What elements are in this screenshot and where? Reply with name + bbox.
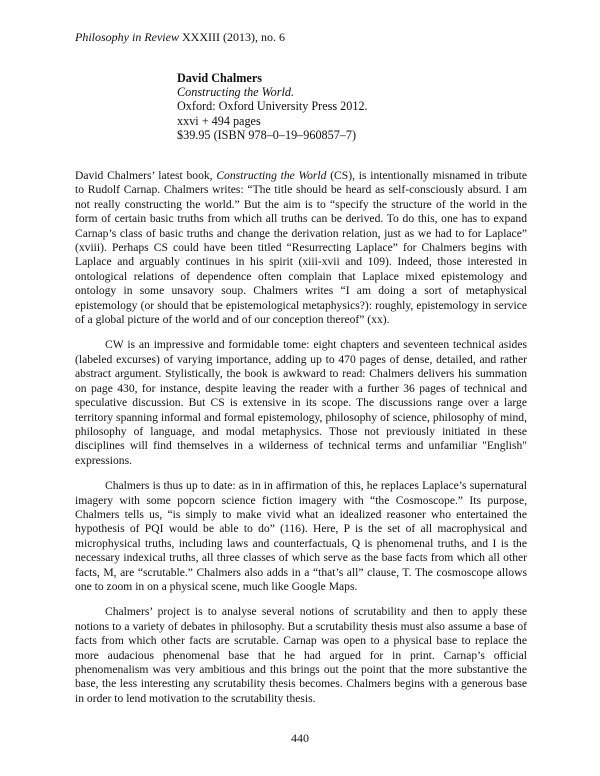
book-title: Constructing the World.	[177, 85, 295, 100]
paragraph-4: Chalmers’ project is to analyse several notions of scrutability and then to apply these notions to a variety of debates in philosophy. But a scrutability thesis must also assume a base of facts from which other facts are scrutable. Carnap was open to a physical base to replace the more audacious phenomenal base that he had argued for in print. Carnap’s official phenomenalism was very ambitious and this brings out the point that the more substantive the base, the less interesting any scrutability thesis becomes. Chalmers begins with a generous base in order to lend motivation to the scrutability thesis.	[75, 605, 527, 705]
book-publisher: Oxford: Oxford University Press 2012.	[177, 99, 368, 114]
journal-title: Philosophy in Review	[75, 30, 179, 44]
paragraph-1-book-title: Constructing the World	[216, 169, 327, 182]
journal-volume: XXXIII (2013), no. 6	[181, 30, 285, 44]
paragraph-1-text-a: David Chalmers’ latest book,	[75, 169, 217, 182]
book-author: David Chalmers	[177, 71, 262, 85]
page-number: 440	[291, 731, 309, 745]
paragraph-2: CW is an impressive and formidable tome: eight chapters and seventeen technical asides (labeled excurses) of varying importance, adding up to 470 pages of dense, detailed, and rather abstract argument. Stylistically, the book is awkward to read: Chalmers delivers his summation on page 430, for instance, despite leaving the reader with a further 36 pages of technical and speculative discussion. But CS is extensive in its scope. The discussions range over a large territory spanning informal and formal epistemology, philosophy of science, philosophy of mind, philosophy of language, and modal metaphysics. Those not previously initiated in these disciplines will find themselves in a wilderness of technical terms and unfamiliar "English" expressions.	[75, 338, 527, 467]
book-price: $39.95 (ISBN 978–0–19–960857–7)	[177, 127, 357, 142]
paragraph-1-text-b: (CS), is intentionally misnamed in tribute to Rudolf Carnap. Chalmers writes: “The title should be heard as self-consciously absurd. I am not really constructing the world.” But the aim is to “specify the structure of the world in the form of certain basic truths from which all truths can be derived. To do this, one has to expand Carnap’s class of basic truths and change the derivation relation, just as we had to for Laplace” (xviii). Perhaps CS could have been titled “Resurrecting Laplace” for Chalmers begins with Laplace and arguably continues in his spirit (xiii-xvii and 109). Indeed, those interested in ontological relations of dependence often complain that Laplace mixed epistemology and ontology in some unsavory soup. Chalmers writes “I am doing a sort of metaphysical epistemology (or should that be epistemological metaphysics?): roughly, epistemology in service of a global picture of the world and of our conception thereof” (xx).	[75, 169, 528, 327]
book-citation	[177, 71, 368, 142]
paragraph-3: Chalmers is thus up to date: as in in affirmation of this, he replaces Laplace’s supernatural imagery with some popcorn science fiction imagery with “the Cosmoscope.” Its purpose, Chalmers tells us, “is simply to make vivid what an idealized reasoner who entertained the hypothesis of PQI would be able to do” (116). Here, P is the set of all macrophysical and microphysical truths, including laws and counterfactuals, Q is phenomenal truths, and I is the necessary indexical truths, all three classes of which serve as the base facts from which all other facts, M, are “scrutable.” Chalmers also adds in a “that’s all” clause, T. The cosmoscope allows one to zoom in on a physical scene, much like Google Maps.	[75, 479, 527, 593]
review-body	[75, 169, 527, 717]
book-pages: xxvi + 494 pages	[177, 113, 261, 128]
paragraph-1	[75, 169, 527, 327]
running-header	[75, 30, 285, 44]
